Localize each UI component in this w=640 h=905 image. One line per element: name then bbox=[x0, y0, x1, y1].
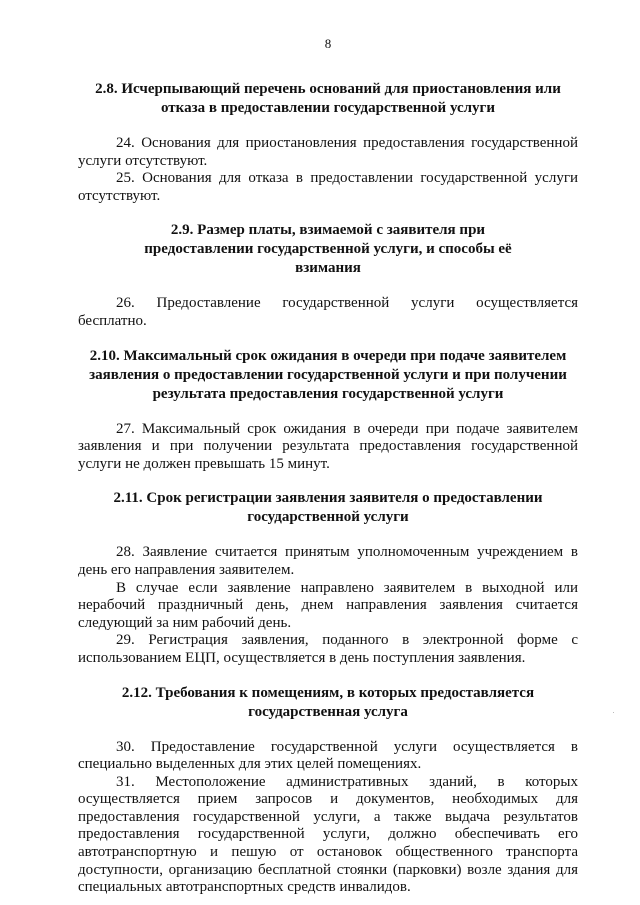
page-number: 8 bbox=[324, 36, 332, 51]
section-heading: 2.11. Срок регистрации заявления заявителя о предоставлении государственной услуги bbox=[113, 490, 543, 526]
paragraph-27: 27. Максимальный срок ожидания в очереди при подаче заявителем заявления и при получении результата предоставления государственной услуги не должен превышать 15 минут. bbox=[78, 420, 578, 472]
paragraph-24: 24. Основания для приостановления предоставления государственной услуги отсутствуют. bbox=[78, 135, 578, 169]
paragraph-31: 31. Местоположение административных зданий, в которых осуществляется прием запросов и документов, необходимых для предоставления государственной услуги, а также выдача результатов предоставления государственной услуги, должно обеспечивать его автотранспортную и пешую от остановок общественного транспорта доступности, организацию бесплатной стоянки (парковки) возле здания для специальных автотранспортных средств инвалидов. bbox=[78, 773, 578, 896]
paragraph-28: 28. Заявление считается принятым уполномоченным учреждением в день его направления заявителем. bbox=[78, 544, 578, 578]
paragraph-25: 25. Основания для отказа в предоставлении государственной услуги отсутствуют. bbox=[78, 170, 578, 204]
section-2-10 bbox=[78, 347, 578, 474]
section-heading: 2.12. Требования к помещениям, в которых предоставляется государственная услуга bbox=[121, 684, 535, 720]
section-heading: 2.9. Размер платы, взимаемой с заявителя при предоставлении государственной услуги, и способы её взимания bbox=[144, 222, 512, 277]
section-heading: 2.8. Исчерпывающий перечень оснований для приостановления или отказа в предоставлении государственной услуги bbox=[95, 81, 561, 116]
section-2-9 bbox=[78, 221, 578, 330]
section-2-12 bbox=[78, 684, 578, 897]
paragraph-30: 30. Предоставление государственной услуги осуществляется в специально выделенных для этих целей помещениях. bbox=[78, 738, 578, 773]
paragraph-26: 26. Предоставление государственной услуги осуществляется бесплатно. bbox=[78, 295, 578, 329]
paragraph-29: 29. Регистрация заявления, поданного в электронной форме с использованием ЕЦП, осуществляется в день поступления заявления. bbox=[78, 632, 578, 666]
section-heading: 2.10. Максимальный срок ожидания в очереди при подаче заявителем заявления о предоставлении государственной услуги и при получении результата предоставления государственной услуги bbox=[89, 347, 567, 402]
section-2-11 bbox=[78, 489, 578, 667]
scan-artifact-dot bbox=[613, 712, 614, 713]
paragraph-28-continuation: В случае если заявление направлено заявителем в выходной или нерабочий праздничный день, днем направления заявления считается следующий за ним рабочий день. bbox=[78, 579, 578, 631]
document-page bbox=[78, 36, 578, 897]
section-2-8 bbox=[78, 80, 578, 205]
